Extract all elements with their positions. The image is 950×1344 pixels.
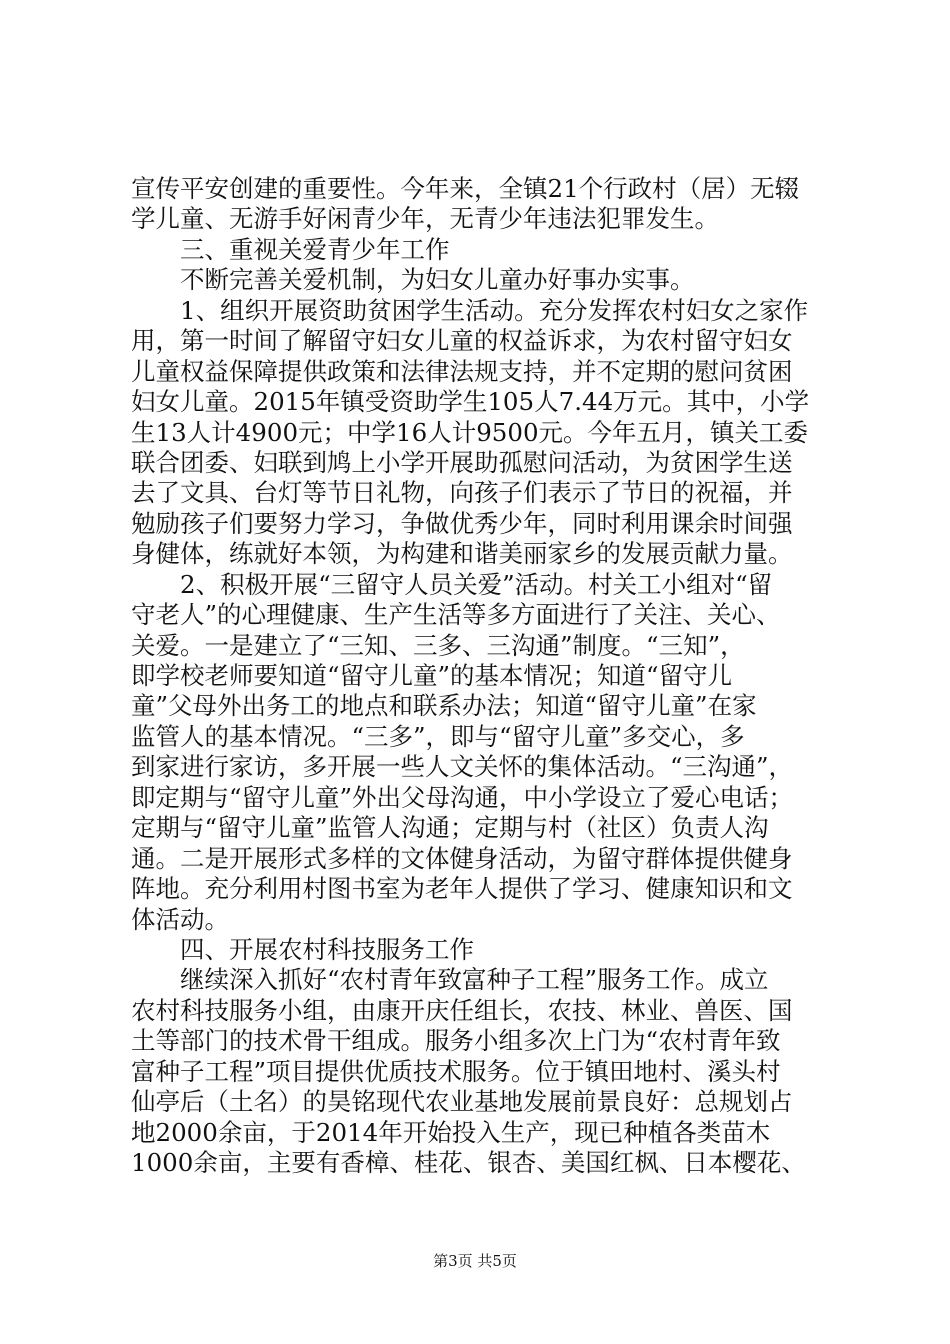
text-line: 妇女儿童。2015年镇受资助学生105人7.44万元。其中，小学 <box>131 387 810 417</box>
text-line: 联合团委、妇联到鸠上小学开展助孤慰问活动，为贫困学生送 <box>131 447 793 477</box>
text-line: 继续深入抓好“农村青年致富种子工程”服务工作。成立 <box>131 965 769 995</box>
text-line: 阵地。充分利用村图书室为老年人提供了学习、健康知识和文 <box>131 874 793 904</box>
text-line: 去了文具、台灯等节日礼物，向孩子们表示了节日的祝福，并 <box>131 478 793 508</box>
document-body <box>131 174 831 1178</box>
text-line: 土等部门的技术骨干组成。服务小组多次上门为“农村青年致 <box>131 1026 781 1056</box>
text-line: 体活动。 <box>131 904 229 934</box>
text-line: 用，第一时间了解留守妇女儿童的权益诉求，为农村留守妇女 <box>131 326 793 356</box>
text-line: 1、组织开展资助贫困学生活动。充分发挥农村妇女之家作 <box>131 295 809 325</box>
text-line: 富种子工程”项目提供优质技术服务。位于镇田地村、溪头村 <box>131 1056 781 1086</box>
text-line: 1000余亩，主要有香樟、桂花、银杏、美国红枫、日本樱花、 <box>131 1148 806 1177</box>
text-line: 到家进行家访，多开展一些人文关怀的集体活动。“三沟通”， <box>131 752 794 782</box>
text-line: 定期与“留守儿童”监管人沟通；定期与村（社区）负责人沟 <box>131 813 769 843</box>
text-line: 宣传平安创建的重要性。今年来，全镇21个行政村（居）无辍 <box>131 174 800 203</box>
text-line: 地2000余亩，于2014年开始投入生产，现已种植各类苗木 <box>131 1117 771 1147</box>
page-footer: 第3页 共5页 <box>433 1252 517 1270</box>
text-line: 仙亭后（土名）的昊铭现代农业基地发展前景良好：总规划占 <box>131 1087 793 1117</box>
text-line: 即定期与“留守儿童”外出父母沟通，中小学设立了爱心电话； <box>131 782 794 812</box>
text-line: 通。二是开展形式多样的文体健身活动，为留守群体提供健身 <box>131 843 793 873</box>
text-line: 三、重视关爱青少年工作 <box>131 234 450 264</box>
text-line: 监管人的基本情况。“三多”，即与“留守儿童”多交心，多 <box>131 721 745 751</box>
text-line: 身健体，练就好本领，为构建和谐美丽家乡的发展贡献力量。 <box>131 539 793 569</box>
text-line: 儿童权益保障提供政策和法律法规支持，并不定期的慰问贫困 <box>131 356 793 386</box>
text-line: 四、开展农村科技服务工作 <box>131 934 474 964</box>
text-line: 童”父母外出务工的地点和联系办法；知道“留守儿童”在家 <box>131 691 757 721</box>
text-line: 2、积极开展“三留守人员关爱”活动。村关工小组对“留 <box>131 569 773 599</box>
text-line: 生13人计4900元；中学16人计9500元。今年五月，镇关工委 <box>131 417 809 447</box>
text-line: 守老人”的心理健康、生产生活等多方面进行了关注、关心、 <box>131 600 781 630</box>
text-line: 勉励孩子们要努力学习，争做优秀少年，同时利用课余时间强 <box>131 508 793 538</box>
text-line: 不断完善关爱机制，为妇女儿童办好事办实事。 <box>131 265 695 295</box>
text-line: 关爱。一是建立了“三知、三多、三沟通”制度。“三知”， <box>131 630 745 660</box>
text-line: 学儿童、无游手好闲青少年，无青少年违法犯罪发生。 <box>131 204 719 234</box>
text-line: 农村科技服务小组，由康开庆任组长，农技、林业、兽医、国 <box>131 995 793 1025</box>
text-line: 即学校老师要知道“留守儿童”的基本情况；知道“留守儿 <box>131 661 733 690</box>
